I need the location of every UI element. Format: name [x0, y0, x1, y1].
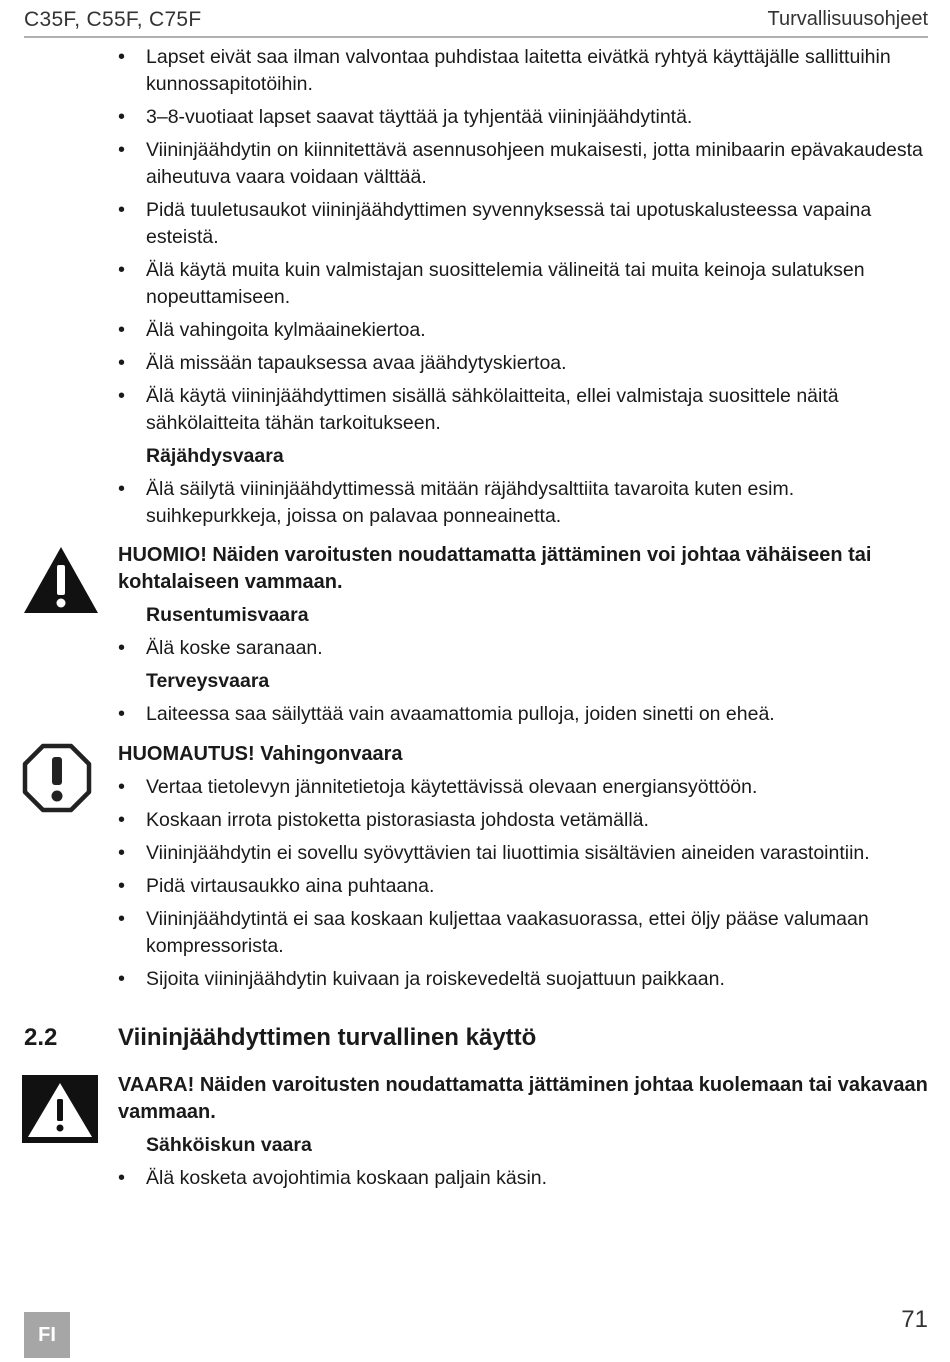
- electric-shock-heading: Sähköiskun vaara: [146, 1134, 312, 1156]
- list-item: • Älä säilytä viininjäähdyttimessä mitään räjähdysalttiita tavaroita kuten esim. suihkepurkkeja, joissa on palavaa ponneainetta.: [118, 476, 928, 530]
- danger-title: VAARA! Näiden varoitusten noudattamatta jättäminen johtaa kuolemaan tai vakavaan vammaan.: [118, 1074, 928, 1123]
- crush-heading: Rusentumisvaara: [146, 604, 309, 626]
- list-item: • Koskaan irrota pistoketta pistorasiasta johdosta vetämällä.: [118, 807, 928, 834]
- header-section: Turvallisuusohjeet: [767, 8, 928, 30]
- list-item: • Älä vahingoita kylmäainekiertoa.: [118, 317, 928, 344]
- list-item: • Viininjäähdytintä ei saa koskaan kuljettaa vaakasuorassa, ettei öljy pääse valumaan kompressorista.: [118, 906, 928, 960]
- danger-triangle-icon: [22, 1075, 98, 1143]
- list-item: • Sijoita viininjäähdytin kuivaan ja roiskevedeltä suojattuun paikkaan.: [118, 966, 928, 993]
- list-item: • Älä koske saranaan.: [118, 635, 928, 662]
- explosion-heading: Räjähdysvaara: [146, 445, 284, 467]
- list-item: • Pidä virtausaukko aina puhtaana.: [118, 873, 928, 900]
- warning-triangle-icon: [22, 545, 100, 615]
- list-item: • Viininjäähdytin ei sovellu syövyttävien tai liuottimia sisältävien aineiden varastointiin.: [118, 840, 928, 867]
- caution-block: [118, 542, 928, 734]
- section-number: 2.2: [24, 1024, 58, 1051]
- list-item: • Pidä tuuletusaukot viininjäähdyttimen syvennyksessä tai upotuskalusteessa vapaina esteistä.: [118, 197, 928, 251]
- list-item: • Älä kosketa avojohtimia koskaan paljain käsin.: [118, 1165, 928, 1192]
- list-item: • Viininjäähdytin on kiinnitettävä asennusohjeen mukaisesti, jotta minibaarin epävakaudesta aiheutuva vaara voidaan välttää.: [118, 137, 928, 191]
- health-heading: Terveysvaara: [146, 670, 270, 692]
- caution-title: HUOMIO! Näiden varoitusten noudattamatta jättäminen voi johtaa vähäiseen tai kohtalaiseen vammaan.: [118, 544, 872, 593]
- list-item: • Laiteessa saa säilyttää vain avaamattomia pulloja, joiden sinetti on eheä.: [118, 701, 928, 728]
- language-badge: FI: [24, 1312, 70, 1358]
- header-model: C35F, C55F, C75F: [24, 8, 202, 31]
- section-title: Viininjäähdyttimen turvallinen käyttö: [118, 1024, 537, 1051]
- danger-block: [118, 1072, 928, 1198]
- list-item: • Vertaa tietolevyn jännitetietoja käytettävissä olevaan energiansyöttöön.: [118, 774, 928, 801]
- page-number: 71: [901, 1306, 928, 1333]
- list-item: • 3–8-vuotiaat lapset saavat täyttää ja tyhjentää viininjäähdytintä.: [118, 104, 928, 131]
- list-item: • Älä käytä muita kuin valmistajan suosittelemia välineitä tai muita keinoja sulatuksen nopeuttamiseen.: [118, 257, 928, 311]
- list-item: • Älä käytä viininjäähdyttimen sisällä sähkölaitteita, ellei valmistaja suosittele näitä sähkölaitteita tähän tarkoitukseen.: [118, 383, 928, 437]
- top-safety-list: [118, 44, 928, 536]
- exclamation-octagon-icon: [22, 743, 92, 813]
- list-item: • Lapset eivät saa ilman valvontaa puhdistaa laitetta eivätkä ryhtyä käyttäjälle sallittuihin kunnossapitotöihin.: [118, 44, 928, 98]
- page-header: [24, 8, 928, 38]
- notice-title: HUOMAUTUS! Vahingonvaara: [118, 743, 403, 765]
- notice-block: [118, 741, 928, 999]
- list-item: • Älä missään tapauksessa avaa jäähdytyskiertoa.: [118, 350, 928, 377]
